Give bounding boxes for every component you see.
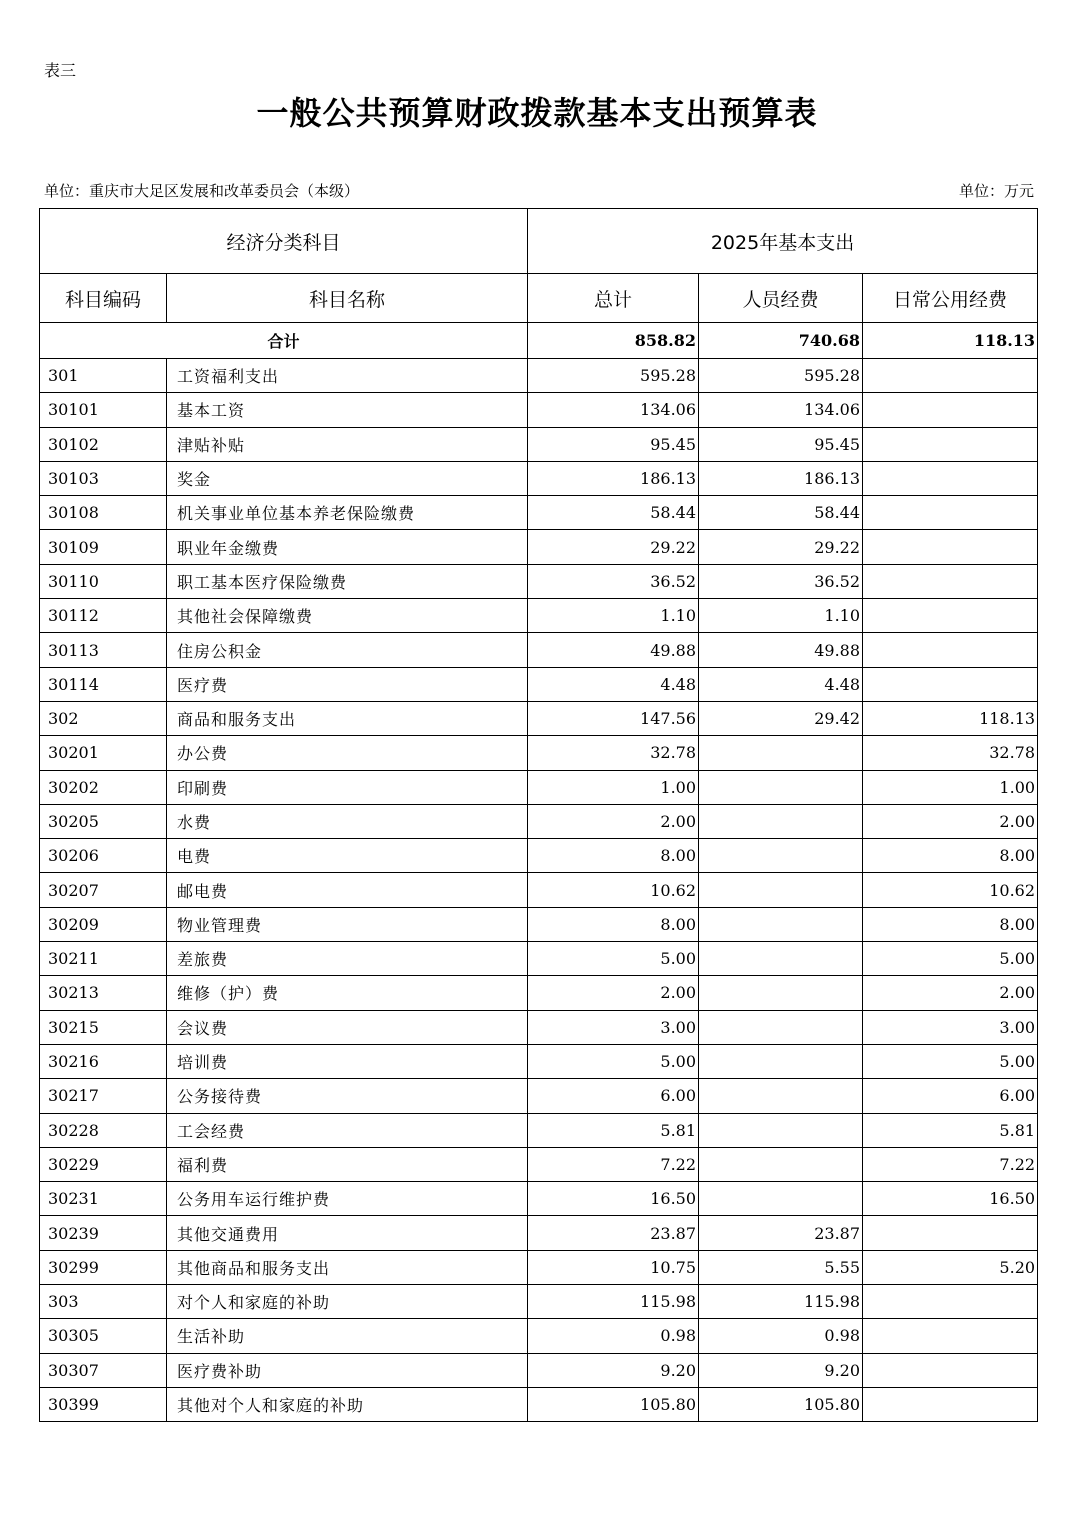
total-sum: 858.82 [528, 323, 699, 359]
row-total: 134.06 [528, 393, 699, 427]
row-code: 30110 [40, 564, 167, 598]
row-code: 30108 [40, 496, 167, 530]
row-name: 物业管理费 [167, 907, 528, 941]
row-public: 5.20 [863, 1250, 1038, 1284]
header-name: 科目名称 [167, 274, 528, 323]
table-row [40, 736, 1038, 770]
row-public [863, 1319, 1038, 1353]
row-total: 8.00 [528, 839, 699, 873]
row-personnel: 9.20 [699, 1353, 863, 1387]
table-row [40, 1250, 1038, 1284]
row-total: 9.20 [528, 1353, 699, 1387]
row-personnel [699, 1147, 863, 1181]
row-total: 2.00 [528, 804, 699, 838]
row-public: 2.00 [863, 976, 1038, 1010]
row-public [863, 461, 1038, 495]
row-name: 津贴补贴 [167, 427, 528, 461]
row-public [863, 530, 1038, 564]
page-title: 一般公共预算财政拨款基本支出预算表 [256, 94, 818, 132]
table-row [40, 1113, 1038, 1147]
table-row [40, 530, 1038, 564]
row-total: 49.88 [528, 633, 699, 667]
row-name: 其他对个人和家庭的补助 [167, 1387, 528, 1421]
row-public: 3.00 [863, 1010, 1038, 1044]
row-name: 电费 [167, 839, 528, 873]
row-code: 303 [40, 1285, 167, 1319]
row-public [863, 427, 1038, 461]
table-row [40, 976, 1038, 1010]
row-total: 1.10 [528, 599, 699, 633]
row-personnel [699, 839, 863, 873]
row-total: 3.00 [528, 1010, 699, 1044]
row-code: 30229 [40, 1147, 167, 1181]
table-row [40, 942, 1038, 976]
row-personnel: 0.98 [699, 1319, 863, 1353]
row-total: 147.56 [528, 701, 699, 735]
row-name: 商品和服务支出 [167, 701, 528, 735]
row-code: 30207 [40, 873, 167, 907]
row-name: 生活补助 [167, 1319, 528, 1353]
row-name: 奖金 [167, 461, 528, 495]
table-row [40, 873, 1038, 907]
row-name: 基本工资 [167, 393, 528, 427]
row-public: 5.81 [863, 1113, 1038, 1147]
row-code: 30299 [40, 1250, 167, 1284]
row-public: 7.22 [863, 1147, 1038, 1181]
table-row [40, 804, 1038, 838]
row-public [863, 1216, 1038, 1250]
table-row [40, 667, 1038, 701]
header-row-group [40, 209, 1038, 274]
row-code: 30109 [40, 530, 167, 564]
table-row [40, 1044, 1038, 1078]
table-row [40, 1387, 1038, 1421]
row-personnel [699, 1044, 863, 1078]
table-row [40, 599, 1038, 633]
row-public [863, 496, 1038, 530]
row-name: 公务接待费 [167, 1079, 528, 1113]
row-personnel [699, 976, 863, 1010]
row-public: 118.13 [863, 701, 1038, 735]
table-tag: 表三 [44, 61, 77, 80]
row-total: 8.00 [528, 907, 699, 941]
row-code: 30202 [40, 770, 167, 804]
total-personnel: 740.68 [699, 323, 863, 359]
row-personnel [699, 942, 863, 976]
row-code: 30216 [40, 1044, 167, 1078]
row-total: 6.00 [528, 1079, 699, 1113]
table-row [40, 393, 1038, 427]
row-name: 职业年金缴费 [167, 530, 528, 564]
row-total: 32.78 [528, 736, 699, 770]
row-code: 30399 [40, 1387, 167, 1421]
row-public: 1.00 [863, 770, 1038, 804]
row-code: 30215 [40, 1010, 167, 1044]
table-row [40, 427, 1038, 461]
row-total: 10.62 [528, 873, 699, 907]
row-personnel: 1.10 [699, 599, 863, 633]
row-personnel: 186.13 [699, 461, 863, 495]
unit-organization: 单位：重庆市大足区发展和改革委员会（本级） [44, 182, 360, 200]
row-code: 30112 [40, 599, 167, 633]
table-row [40, 770, 1038, 804]
row-total: 7.22 [528, 1147, 699, 1181]
row-personnel: 58.44 [699, 496, 863, 530]
header-personnel: 人员经费 [699, 274, 863, 323]
table-row [40, 359, 1038, 393]
table-row [40, 1216, 1038, 1250]
row-total: 4.48 [528, 667, 699, 701]
row-total: 1.00 [528, 770, 699, 804]
row-name: 对个人和家庭的补助 [167, 1285, 528, 1319]
total-public: 118.13 [863, 323, 1038, 359]
row-name: 医疗费 [167, 667, 528, 701]
row-public: 16.50 [863, 1182, 1038, 1216]
row-total: 58.44 [528, 496, 699, 530]
row-total: 105.80 [528, 1387, 699, 1421]
row-personnel: 29.22 [699, 530, 863, 564]
table-row [40, 496, 1038, 530]
row-total: 2.00 [528, 976, 699, 1010]
table-row [40, 1182, 1038, 1216]
row-personnel: 115.98 [699, 1285, 863, 1319]
row-code: 302 [40, 701, 167, 735]
row-name: 邮电费 [167, 873, 528, 907]
row-total: 5.81 [528, 1113, 699, 1147]
row-code: 30209 [40, 907, 167, 941]
row-code: 30206 [40, 839, 167, 873]
row-total: 115.98 [528, 1285, 699, 1319]
row-public: 10.62 [863, 873, 1038, 907]
row-public [863, 359, 1038, 393]
row-name: 医疗费补助 [167, 1353, 528, 1387]
row-personnel: 95.45 [699, 427, 863, 461]
table-row [40, 907, 1038, 941]
table-row [40, 1285, 1038, 1319]
row-name: 办公费 [167, 736, 528, 770]
row-name: 其他社会保障缴费 [167, 599, 528, 633]
row-name: 维修（护）费 [167, 976, 528, 1010]
row-public [863, 633, 1038, 667]
table-row [40, 461, 1038, 495]
budget-table [39, 208, 1038, 1422]
row-total: 10.75 [528, 1250, 699, 1284]
row-public: 2.00 [863, 804, 1038, 838]
row-personnel [699, 873, 863, 907]
row-total: 36.52 [528, 564, 699, 598]
row-personnel [699, 736, 863, 770]
row-code: 30211 [40, 942, 167, 976]
row-personnel: 134.06 [699, 393, 863, 427]
row-personnel: 23.87 [699, 1216, 863, 1250]
row-name: 其他商品和服务支出 [167, 1250, 528, 1284]
row-name: 水费 [167, 804, 528, 838]
row-total: 186.13 [528, 461, 699, 495]
row-public: 5.00 [863, 1044, 1038, 1078]
row-total: 595.28 [528, 359, 699, 393]
row-code: 30213 [40, 976, 167, 1010]
row-code: 30102 [40, 427, 167, 461]
row-total: 29.22 [528, 530, 699, 564]
row-public [863, 1387, 1038, 1421]
row-personnel [699, 1010, 863, 1044]
row-personnel [699, 1113, 863, 1147]
row-name: 其他交通费用 [167, 1216, 528, 1250]
row-code: 301 [40, 359, 167, 393]
row-total: 5.00 [528, 1044, 699, 1078]
row-code: 30101 [40, 393, 167, 427]
row-name: 住房公积金 [167, 633, 528, 667]
row-name: 差旅费 [167, 942, 528, 976]
row-public [863, 1285, 1038, 1319]
row-personnel: 4.48 [699, 667, 863, 701]
table-row [40, 701, 1038, 735]
row-name: 会议费 [167, 1010, 528, 1044]
row-public [863, 599, 1038, 633]
row-code: 30205 [40, 804, 167, 838]
row-name: 职工基本医疗保险缴费 [167, 564, 528, 598]
table-row [40, 564, 1038, 598]
row-public: 8.00 [863, 839, 1038, 873]
row-name: 印刷费 [167, 770, 528, 804]
row-name: 福利费 [167, 1147, 528, 1181]
header-public: 日常公用经费 [863, 274, 1038, 323]
row-name: 工资福利支出 [167, 359, 528, 393]
row-code: 30103 [40, 461, 167, 495]
row-code: 30217 [40, 1079, 167, 1113]
table-row [40, 633, 1038, 667]
row-personnel [699, 1182, 863, 1216]
row-code: 30307 [40, 1353, 167, 1387]
table-row [40, 1010, 1038, 1044]
row-personnel [699, 1079, 863, 1113]
header-economic-category: 经济分类科目 [40, 209, 528, 274]
header-row-columns [40, 274, 1038, 323]
row-name: 工会经费 [167, 1113, 528, 1147]
row-public [863, 393, 1038, 427]
header-basic-expenditure: 2025年基本支出 [528, 209, 1038, 274]
table-row [40, 1147, 1038, 1181]
row-public [863, 667, 1038, 701]
row-public: 5.00 [863, 942, 1038, 976]
row-code: 30114 [40, 667, 167, 701]
row-public: 32.78 [863, 736, 1038, 770]
table-row [40, 1353, 1038, 1387]
table-row [40, 839, 1038, 873]
row-name: 机关事业单位基本养老保险缴费 [167, 496, 528, 530]
row-code: 30305 [40, 1319, 167, 1353]
row-personnel [699, 770, 863, 804]
row-personnel: 595.28 [699, 359, 863, 393]
row-total: 0.98 [528, 1319, 699, 1353]
row-personnel: 29.42 [699, 701, 863, 735]
row-personnel [699, 804, 863, 838]
row-personnel: 5.55 [699, 1250, 863, 1284]
row-public: 6.00 [863, 1079, 1038, 1113]
row-public [863, 1353, 1038, 1387]
row-code: 30113 [40, 633, 167, 667]
row-total: 23.87 [528, 1216, 699, 1250]
row-code: 30239 [40, 1216, 167, 1250]
row-personnel: 105.80 [699, 1387, 863, 1421]
row-personnel: 49.88 [699, 633, 863, 667]
row-name: 培训费 [167, 1044, 528, 1078]
row-code: 30201 [40, 736, 167, 770]
row-personnel: 36.52 [699, 564, 863, 598]
table-row [40, 1319, 1038, 1353]
row-code: 30231 [40, 1182, 167, 1216]
row-total: 16.50 [528, 1182, 699, 1216]
header-code: 科目编码 [40, 274, 167, 323]
row-total: 5.00 [528, 942, 699, 976]
table-row [40, 1079, 1038, 1113]
row-personnel [699, 907, 863, 941]
row-total: 95.45 [528, 427, 699, 461]
row-code: 30228 [40, 1113, 167, 1147]
unit-currency: 单位：万元 [958, 182, 1034, 200]
total-row [40, 323, 1038, 359]
row-public: 8.00 [863, 907, 1038, 941]
row-public [863, 564, 1038, 598]
header-total: 总计 [528, 274, 699, 323]
total-label: 合计 [40, 323, 528, 359]
row-name: 公务用车运行维护费 [167, 1182, 528, 1216]
